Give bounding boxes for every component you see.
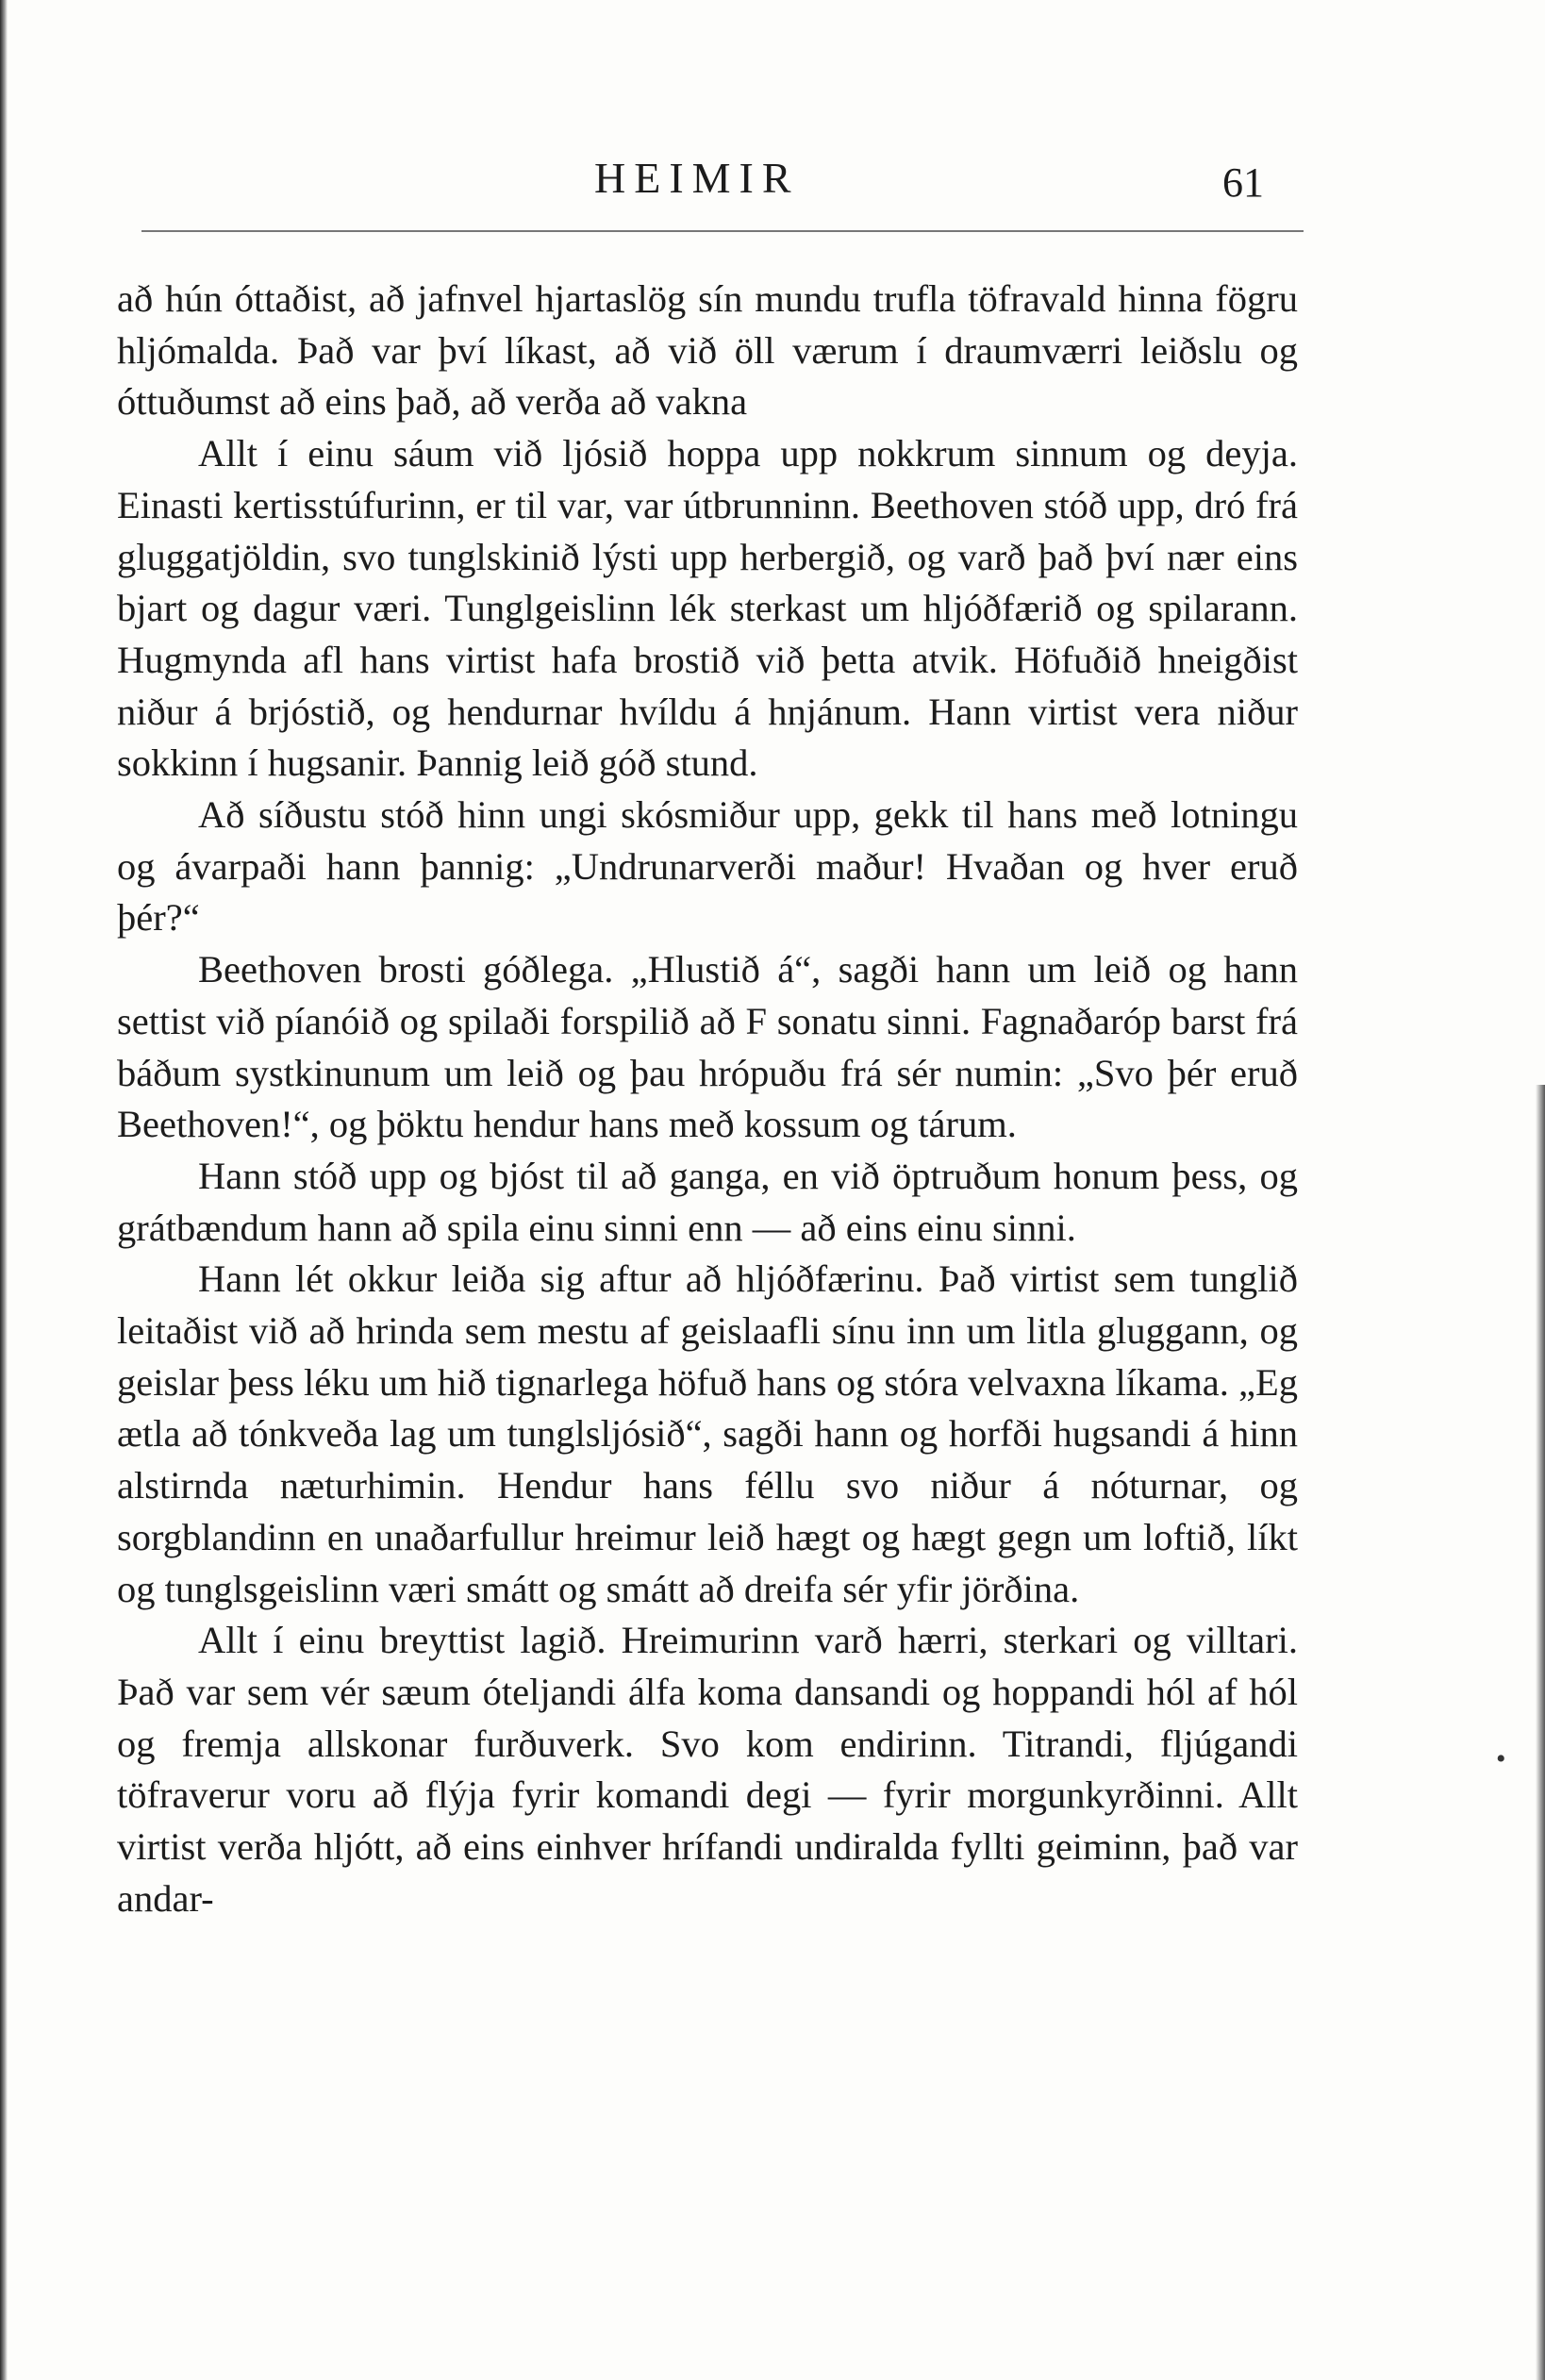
paragraph: Að síðustu stóð hinn ungi skósmiður upp, gekk til hans með lotningu og ávarpaði hann þannig: „Undrunarverði maður! Hvaðan og hver eruð þér?“: [117, 793, 1298, 940]
paragraph: Allt í einu sáum við ljósið hoppa upp nokkrum sinnum og deyja. Einasti kertisstúfurinn, er til var, var útbrunninn. Beethoven stóð upp, dró frá gluggatjöldin, svo tunglskinið lýsti upp herbergið, og varð það því nær eins bjart og dagur væri. Tunglgeislinn lék sterkast um hljóðfærið og spilarann. Hugmynda afl hans virtist hafa brostið við þetta atvik. Höfuðið hneigðist niður á brjóstið, og hendurnar hvíldu á hnjánum. Hann virtist vera niður sokkinn í hugsanir. Þannig leið góð stund.: [117, 432, 1298, 785]
header-rule: [141, 230, 1304, 232]
paragraph-continuation: að hún óttaðist, að jafnvel hjartaslög sín mundu trufla töfravald hinna fögru hljómalda. Það var því líkast, að við öll værum í draumværri leiðslu og óttuðumst að eins það, að verða að vakna: [117, 277, 1298, 424]
body-text: [117, 274, 1298, 1925]
running-head: HEIMIR: [594, 154, 800, 202]
paragraph: Hann stóð upp og bjóst til að ganga, en við öptruðum honum þess, og grátbændum hann að spila einu sinni enn — að eins einu sinni.: [117, 1154, 1298, 1249]
page-left-edge-shadow: [0, 0, 8, 2380]
paragraph: Allt í einu breyttist lagið. Hreimurinn varð hærri, sterkari og villtari. Það var sem vér sæum óteljandi álfa koma dansandi og hoppandi hól af hól og fremja allskonar furðuverk. Svo kom endirinn. Titrandi, fljúgandi töfraverur voru að flýja fyrir komandi degi — fyrir morgunkyrðinni. Allt virtist verða hljótt, að eins einhver hrífandi undiralda fyllti geiminn, það var andar-: [117, 1619, 1298, 1920]
paragraph: Hann lét okkur leiða sig aftur að hljóðfærinu. Það virtist sem tunglið leitaðist við að hrinda sem mestu af geislaafli sínu inn um litla gluggann, og geislar þess léku um hið tignarlega höfuð hans og stóra velvaxna líkama. „Eg ætla að tónkveða lag um tunglsljósið“, sagði hann og horfði hugsandi á hinn alstirnda næturhimin. Hendur hans féllu svo niður á nóturnar, og sorgblandinn en unaðarfullur hreimur leið hægt og hægt gegn um loftið, líkt og tunglsgeislinn væri smátt og smátt að dreifa sér yfir jörðina.: [117, 1257, 1298, 1610]
page-right-edge-shadow: [1536, 1085, 1545, 2380]
margin-mark: •: [1496, 1743, 1506, 1774]
page-number: 61: [1222, 159, 1264, 206]
page-header: [0, 153, 1545, 209]
paragraph: Beethoven brosti góðlega. „Hlustið á“, sagði hann um leið og hann settist við píanóið og spilaði forspilið að F sonatu sinni. Fagnaðaróp barst frá báðum systkinunum um leið og þau hrópuðu frá sér numin: „Svo þér eruð Beethoven!“, og þöktu hendur hans með kossum og tárum.: [117, 948, 1298, 1146]
